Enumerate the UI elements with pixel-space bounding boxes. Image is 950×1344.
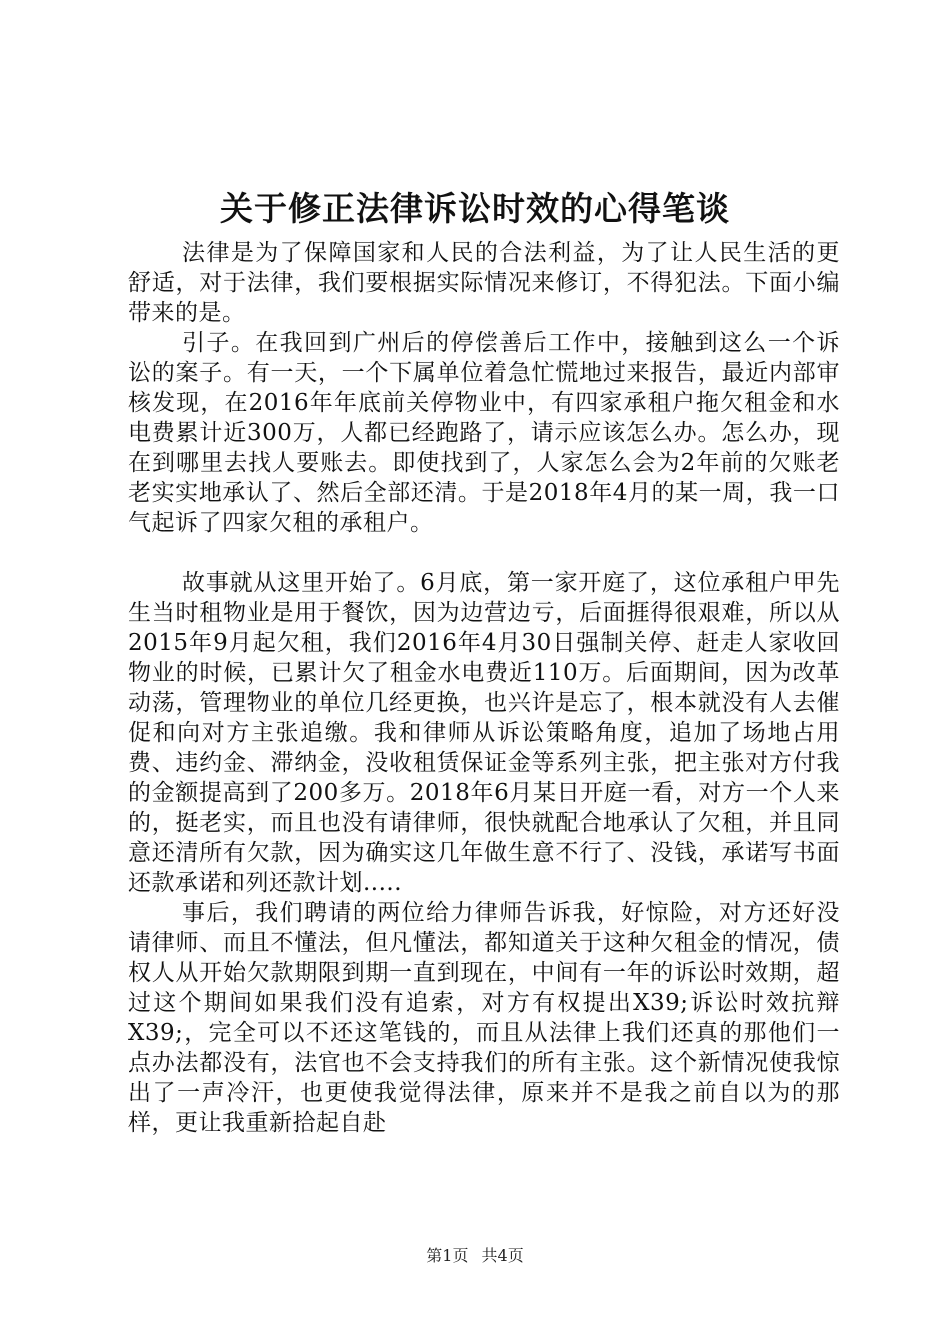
page-footer (0, 1245, 950, 1267)
document-body (128, 238, 840, 1138)
paragraph-aftermath: 事后，我们聘请的两位给力律师告诉我，好惊险，对方还好没请律师、而且不懂法，但凡懂法，都知道关于这种欠租金的情况，债权人从开始欠款期限到期一直到现在，中间有一年的诉讼时效期，超过这个期间如果我们没有追索，对方有权提出X39;诉讼时效抗辩X39;，完全可以不还这笔钱的，而且从法律上我们还真的那他们一点办法都没有，法官也不会支持我们的所有主张。这个新情况使我惊出了一声冷汗，也更使我觉得法律，原来并不是我之前自以为的那样，更让我重新拾起自赴 (128, 900, 840, 1136)
document-title: 关于修正法律诉讼时效的心得笔谈 (220, 189, 730, 228)
paragraph-story: 故事就从这里开始了。6月底，第一家开庭了，这位承租户甲先生当时租物业是用于餐饮，因为边营边亏，后面捱得很艰难，所以从2015年9月起欠租，我们2016年4月30日强制关停、赶走人家收回物业的时候，已累计欠了租金水电费近110万。后面期间，因为改革动荡，管理物业的单位几经更换，也兴许是忘了，根本就没有人去催促和向对方主张追缴。我和律师从诉讼策略角度，追加了场地占用费、违约金、滞纳金，没收租赁保证金等系列主张，把主张对方付我的金额提高到了200多万。2018年6月某日开庭一看，对方一个人来的，挺老实，而且也没有请律师，很快就配合地承认了欠租，并且同意还清所有欠款，因为确实这几年做生意不行了、没钱，承诺写书面还款承诺和列还款计划..... (128, 570, 840, 896)
page-total: 共4页 (481, 1246, 524, 1265)
paragraph-gap (128, 538, 840, 568)
paragraph-intro: 法律是为了保障国家和人民的合法利益，为了让人民生活的更舒适，对于法律，我们要根据实际情况来修订，不得犯法。下面小编带来的是。 (128, 240, 840, 326)
page-number: 第1页 (426, 1246, 469, 1265)
paragraph-preface: 引子。在我回到广州后的停偿善后工作中，接触到这么一个诉讼的案子。有一天，一个下属单位着急忙慌地过来报告，最近内部审核发现，在2016年年底前关停物业中，有四家承租户拖欠租金和水电费累计近300万，人都已经跑路了，请示应该怎么办。怎么办，现在到哪里去找人要账去。即使找到了，人家怎么会为2年前的欠账老老实实地承认了、然后全部还清。于是2018年4月的某一周，我一口气起诉了四家欠租的承租户。 (128, 330, 840, 536)
